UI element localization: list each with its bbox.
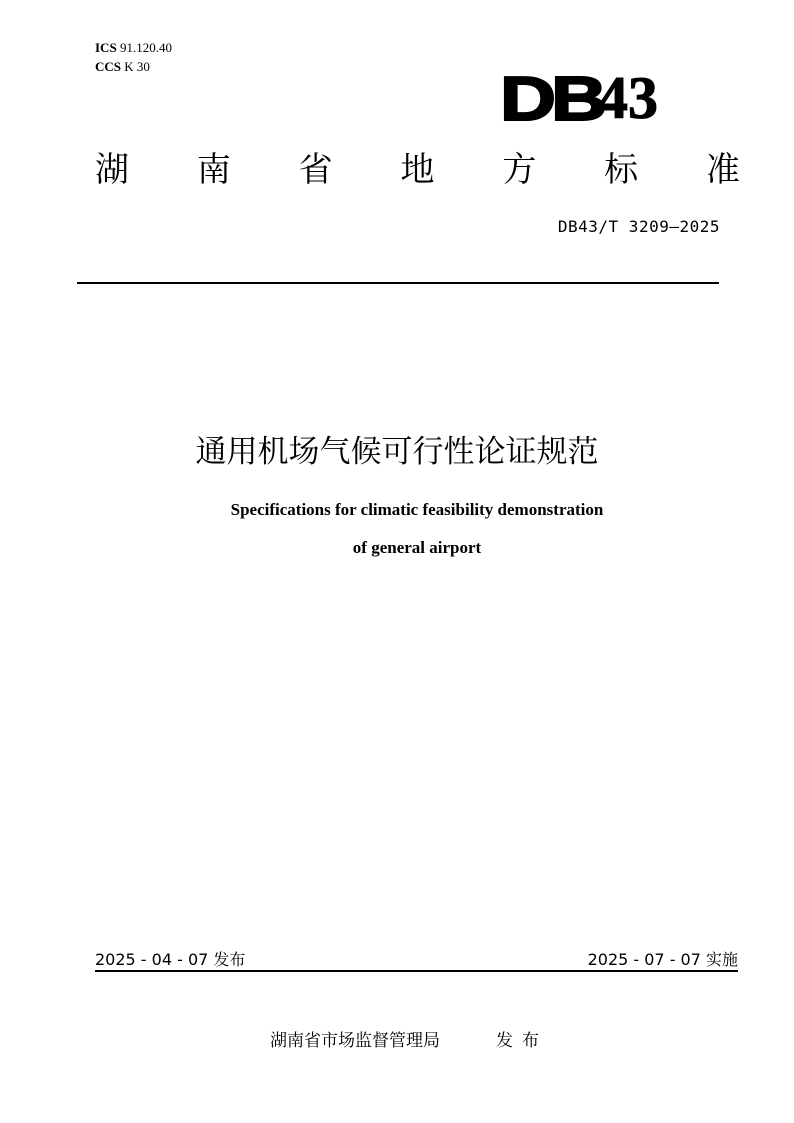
document-title-zh: 通用机场气候可行性论证规范 xyxy=(195,434,599,470)
release-date: 2025 - 04 - 07 发布 xyxy=(95,950,246,969)
standard-type-char: 准 xyxy=(705,150,740,190)
ics-label: ICS xyxy=(95,40,117,55)
standard-type-char: 标 xyxy=(604,150,639,190)
classification-codes xyxy=(95,38,172,76)
standard-type-char: 方 xyxy=(502,150,537,190)
standard-type-char: 南 xyxy=(196,150,231,190)
ccs-code xyxy=(95,57,172,76)
implement-date: 2025 - 07 - 07 实施 xyxy=(587,950,738,969)
ccs-label: CCS xyxy=(95,59,122,74)
standard-number: DB43/T 3209—2025 xyxy=(557,217,720,236)
document-title-en-line2: of general airport xyxy=(352,538,482,557)
standard-type-char: 地 xyxy=(400,150,435,190)
issue-label: 发布 xyxy=(496,1031,548,1051)
logo-db: DB xyxy=(500,65,602,134)
document-title-en-line1: Specifications for climatic feasibility demonstration xyxy=(230,500,604,519)
ccs-value: K 30 xyxy=(124,59,150,74)
ics-value: 91.120.40 xyxy=(119,40,172,55)
db43-logo xyxy=(500,64,658,134)
standard-type-title xyxy=(95,148,740,192)
bottom-divider xyxy=(95,970,738,972)
standard-type-char: 湖 xyxy=(95,150,129,190)
ics-code xyxy=(95,38,172,57)
issuing-authority: 湖南省市场监督管理局 xyxy=(270,1031,440,1051)
logo-number: 43 xyxy=(598,65,658,131)
standard-type-char: 省 xyxy=(298,150,333,190)
top-divider xyxy=(77,282,719,284)
